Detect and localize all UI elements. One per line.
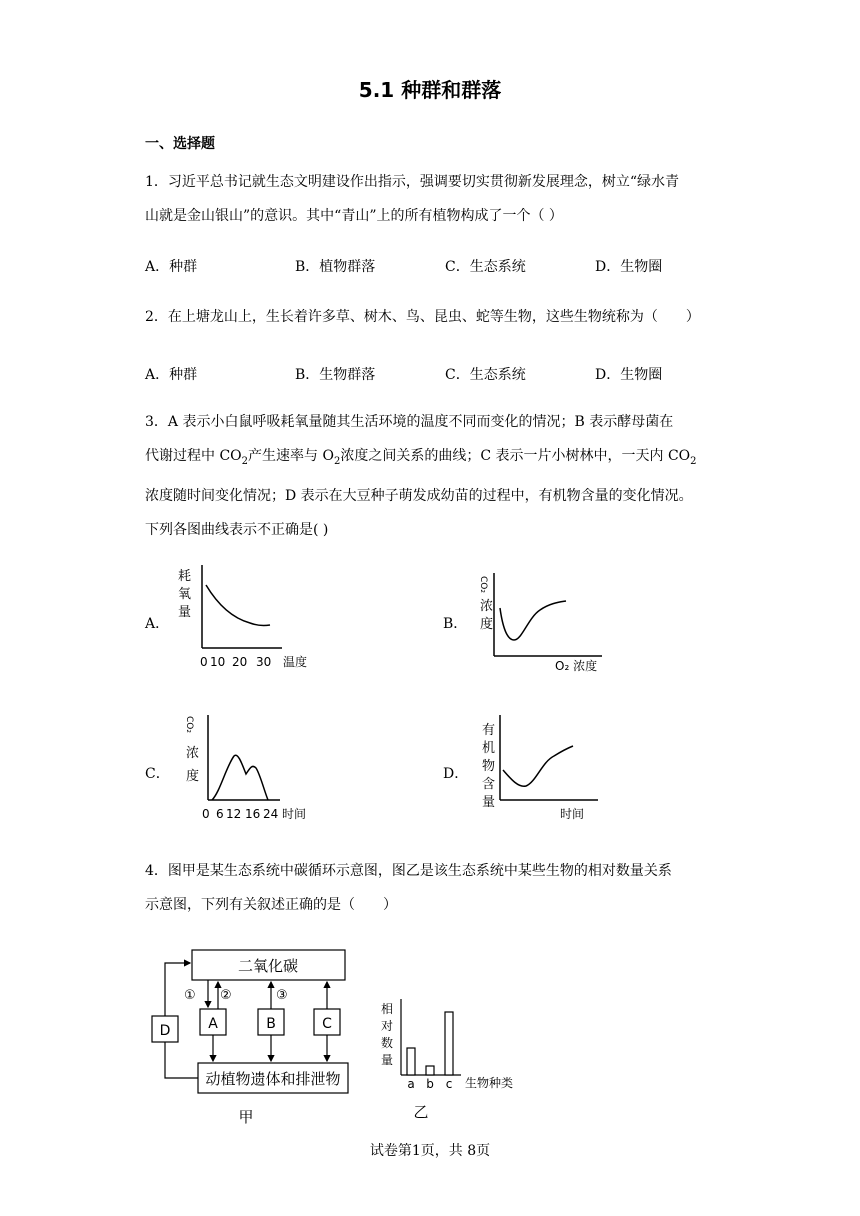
co2-label: 二氧化碳	[237, 957, 299, 975]
yi-bar-b	[426, 1066, 434, 1075]
q3-option-b[interactable]: B．	[443, 616, 468, 632]
q3-line3: 浓度随时间变化情况；D 表示在大豆种子萌发成幼苗的过程中，有机物含量的变化情况。	[145, 487, 693, 504]
graph-c-curve	[212, 755, 268, 800]
yi-ylabel-3: 数	[381, 1036, 394, 1050]
q3-option-c[interactable]: C．	[145, 766, 170, 782]
figure-jia-carbon-cycle	[150, 945, 360, 1130]
graph-a-ylabel-2: 氧	[178, 587, 192, 602]
q3-line2	[145, 439, 720, 479]
graph-b-ylabel-1: CO₂	[478, 576, 488, 593]
graph-c-ylabel-3: 度	[186, 769, 200, 784]
figure-jia-caption: 甲	[238, 1108, 254, 1126]
graph-a-ylabel-3: 量	[178, 605, 192, 620]
figure-yi-bar-chart	[375, 995, 535, 1125]
graph-a-xtick: 0	[200, 655, 208, 669]
q3-line2-part1: 代谢过程中 CO	[145, 448, 242, 464]
graph-d-xlabel: 时间	[560, 807, 585, 821]
graph-a-xtick: 30	[256, 655, 272, 669]
q1-option-b[interactable]: B．植物群落	[295, 259, 376, 275]
graph-c-xtick: 0	[202, 807, 210, 821]
section-heading: 一、选择题	[145, 136, 215, 152]
graph-a-xlabel: 温度	[283, 655, 308, 669]
graph-c-xtick: 24	[263, 807, 279, 821]
question-2	[145, 300, 720, 334]
graph-d-curve	[503, 746, 573, 786]
q2-option-b[interactable]: B．生物群落	[295, 367, 376, 383]
graph-d-ylabel-3: 物	[482, 759, 496, 774]
q4-line1: 4．图甲是某生态系统中碳循环示意图，图乙是该生态系统中某些生物的相对数量关系	[145, 863, 672, 879]
q3-line2-part2: 产生速率与 O	[248, 448, 334, 464]
yi-ylabel-1: 相	[381, 1002, 394, 1016]
q1-line1: 1．习近平总书记就生态文明建设作出指示，强调要切实贯彻新发展理念，树立“绿水青	[145, 174, 680, 190]
graph-b-xlabel: O₂ 浓度	[555, 659, 598, 673]
graph-c	[172, 712, 322, 827]
q3-option-a[interactable]: A．	[145, 616, 170, 632]
graph-d-ylabel-4: 含	[482, 777, 496, 792]
graph-a-curve	[206, 585, 270, 626]
circle-1: ①	[184, 988, 196, 1003]
graph-c-xtick: 16	[245, 807, 261, 821]
graph-d	[478, 712, 618, 827]
q1-option-d[interactable]: D．生物圈	[595, 259, 663, 275]
graph-d-ylabel-5: 量	[482, 795, 496, 810]
graph-a	[170, 560, 320, 675]
q3-line1: 3．A 表示小白鼠呼吸耗氧量随其生活环境的温度不同而变化的情况；B 表示酵母菌在	[145, 414, 674, 430]
box-b-label: B	[266, 1016, 276, 1032]
q2-option-a[interactable]: A．种群	[145, 367, 198, 383]
graph-b	[470, 568, 620, 678]
line-residue-to-d	[165, 1042, 198, 1078]
page-title: 5.1 种群和群落	[358, 78, 502, 102]
yi-tick-c: c	[445, 1077, 453, 1091]
graph-d-ylabel-1: 有	[482, 723, 496, 738]
yi-xlabel: 生物种类	[465, 1076, 514, 1090]
q2-option-c[interactable]: C．生态系统	[445, 367, 526, 383]
page-footer: 试卷第1页，共 8页	[369, 1143, 491, 1159]
question-4	[145, 854, 720, 922]
graph-a-ylabel-1: 耗	[178, 569, 192, 584]
box-c-label: C	[322, 1016, 332, 1032]
q3-line2-part3: 浓度之间关系的曲线；C 表示一片小树林中，一天内 CO	[340, 448, 691, 464]
box-a-label: A	[208, 1016, 218, 1032]
graph-c-xtick: 12	[226, 807, 242, 821]
graph-b-ylabel-2: 浓	[480, 599, 494, 614]
q1-option-a[interactable]: A．种群	[145, 259, 198, 275]
yi-ylabel-2: 对	[381, 1019, 394, 1033]
graph-b-curve	[500, 601, 566, 640]
subscript-2: 2	[333, 455, 341, 467]
q1-option-c[interactable]: C．生态系统	[445, 259, 526, 275]
yi-ylabel-4: 量	[381, 1053, 394, 1067]
yi-tick-a: a	[407, 1077, 415, 1091]
graph-c-xtick: 6	[216, 807, 224, 821]
residue-label: 动植物遗体和排泄物	[205, 1070, 341, 1088]
q2-option-d[interactable]: D．生物圈	[595, 367, 663, 383]
graph-a-xtick: 20	[232, 655, 248, 669]
graph-c-ylabel-2: 浓	[186, 746, 200, 761]
circle-2: ②	[220, 988, 232, 1003]
graph-d-ylabel-2: 机	[482, 741, 496, 756]
circle-3: ③	[276, 988, 288, 1003]
question-1	[145, 165, 720, 233]
figure-yi-caption: 乙	[413, 1103, 429, 1121]
graph-c-ylabel-1: CO₂	[184, 716, 194, 733]
yi-tick-b: b	[426, 1077, 434, 1091]
yi-bar-a	[407, 1048, 415, 1075]
q4-line2: 示意图，下列有关叙述正确的是（ ）	[145, 897, 397, 913]
graph-c-xlabel: 时间	[282, 807, 307, 821]
question-3	[145, 405, 720, 547]
q3-option-d[interactable]: D．	[443, 766, 469, 782]
graph-b-ylabel-3: 度	[480, 617, 494, 632]
subscript-2: 2	[241, 455, 249, 467]
q1-line2: 山就是金山银山”的意识。其中“青山”上的所有植物构成了一个（ ）	[145, 208, 563, 224]
graph-a-xtick: 10	[210, 655, 226, 669]
yi-bar-c	[445, 1012, 453, 1075]
q2-line1: 2．在上塘龙山上，生长着许多草、树木、鸟、昆虫、蛇等生物，这些生物统称为（ ）	[145, 309, 700, 325]
subscript-2: 2	[690, 455, 697, 467]
q3-line4: 下列各图曲线表示不正确是( )	[145, 521, 329, 538]
box-d-label: D	[159, 1023, 171, 1039]
